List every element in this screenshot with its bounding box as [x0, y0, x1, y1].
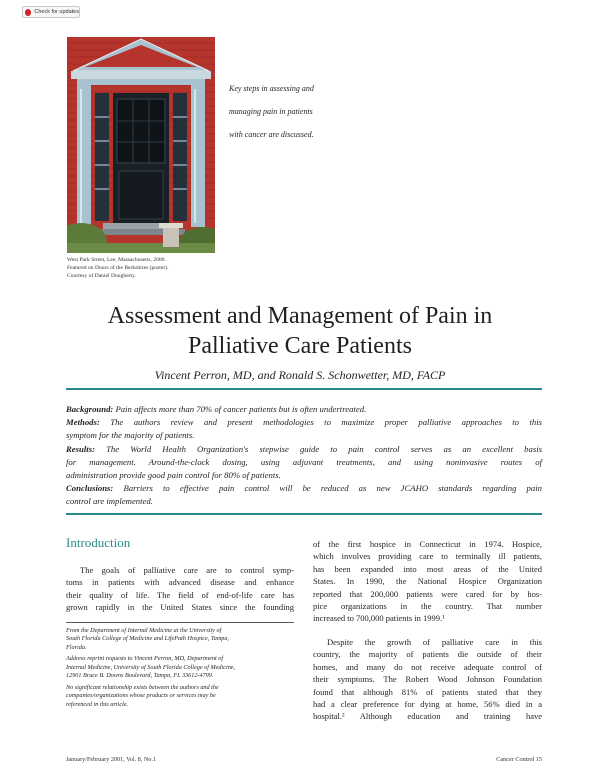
pull-quote-line: Key steps in assessing and	[229, 84, 314, 93]
title-line: Palliative Care Patients	[188, 333, 412, 359]
footnote-line: companies/organizations whose products or services may be	[66, 692, 216, 700]
body-line: country, the majority of patients die outside of their	[313, 649, 542, 660]
footnote-line: From the Department of Internal Medicine at the University of	[66, 627, 222, 634]
body-column-right-para1	[313, 538, 542, 625]
body-line: of the first hospice in Connecticut in 1974. Hospice,	[313, 539, 542, 549]
badge-label: Check for updates	[34, 9, 79, 15]
abstract-bottom-rule	[66, 513, 542, 515]
abstract-top-rule	[66, 388, 542, 390]
body-line: which involves providing care to terminally ill patients,	[313, 551, 542, 562]
body-line: grown rapidly in the United States since the founding	[66, 602, 294, 613]
footnotes	[66, 627, 294, 712]
footnote-line: No significant relationship exists between the authors and the	[66, 683, 219, 691]
crossmark-icon	[25, 9, 31, 16]
abstract-results	[66, 443, 542, 456]
body-line: Despite the growth of palliative care in this	[327, 637, 542, 647]
abstract	[66, 403, 542, 509]
body-line: has been expanded into most areas of the United	[313, 563, 542, 574]
abstract-label: Methods:	[66, 417, 100, 428]
abstract-conclusions-cont: control are implemented.	[66, 496, 153, 507]
body-line: reported that 200,000 patients were cared for by hos-	[313, 588, 542, 599]
body-line: toms in patients with advanced disease and enhance	[66, 577, 294, 588]
abstract-results-cont: administration provide good pain control for 80% of patients.	[66, 470, 281, 481]
abstract-label: Conclusions:	[66, 483, 114, 494]
body-line: had a clear preference for dying at home, 56% died in a	[313, 699, 542, 710]
body-line: found that although 81% of patients stated that they	[313, 686, 542, 697]
caption-line: Featured on Doors of the Berkshires (poster).	[67, 265, 169, 272]
body-column-left	[66, 564, 294, 614]
abstract-results-cont: for management. Around-the-clock dosing, using adjuvant treatments, and using noninvasive routes of	[66, 456, 542, 467]
abstract-text: Barriers to effective pain control will be reduced as new JCAHO standards regarding pain	[123, 483, 542, 494]
body-line: their symptoms. The Robert Wood Johnson Foundation	[313, 674, 542, 685]
footnote-line: referenced in this article.	[66, 700, 129, 708]
pull-quote-line: with cancer are discussed.	[229, 130, 314, 139]
body-line: States. In 1990, the National Hospice Organization	[313, 576, 542, 587]
body-line: homes, and many do not receive adequate control of	[313, 661, 542, 672]
footnote-line: Internal Medicine, University of South Florida College of Medicine,	[66, 663, 236, 671]
footer-issue-info: January/February 2001, Vol. 8, No.1	[66, 756, 157, 763]
abstract-label: Background:	[66, 404, 114, 414]
abstract-background	[66, 403, 542, 416]
pull-quote	[229, 77, 369, 146]
body-column-right-para2	[313, 636, 542, 723]
abstract-methods-cont: symptom for the majority of patients.	[66, 430, 195, 441]
photo-caption	[67, 256, 242, 281]
body-line: their quality of life. The field of end-of-life care has	[66, 589, 294, 600]
section-heading-introduction: Introduction	[66, 535, 131, 550]
body-line: hospital.² Although education and training have	[313, 711, 542, 722]
footnote-line: South Florida College of Medicine and LifePath Hospice, Tampa,	[66, 635, 230, 643]
abstract-text: The authors review and present methodologies to maximize proper palliative approaches to this	[110, 417, 542, 428]
abstract-methods	[66, 416, 542, 429]
footnote-disclosure	[66, 684, 294, 709]
check-for-updates-badge[interactable]	[22, 6, 80, 18]
abstract-conclusions	[66, 482, 542, 495]
author-byline: Vincent Perron, MD, and Ronald S. Schonwetter, MD, FACP	[154, 368, 446, 382]
abstract-text: Pain affects more than 70% of cancer patients but is often undertreated.	[115, 404, 367, 414]
title-line: Assessment and Management of Pain in	[107, 303, 493, 329]
body-line: pice organizations in the country. That number	[313, 601, 542, 612]
body-line: The goals of palliative care are to control symp-	[80, 565, 294, 575]
abstract-label: Results:	[66, 443, 95, 454]
footnote-line: Florida.	[66, 643, 87, 651]
footer-page-number: Cancer Control 15	[496, 756, 542, 763]
footnote-line: 12901 Bruce B. Downs Boulevard, Tampa, FL 33612-4799.	[66, 672, 214, 680]
doorway-photo	[67, 37, 215, 253]
footnote-reprints	[66, 655, 294, 680]
footnote-rule	[66, 622, 294, 623]
abstract-text: The World Health Organization's stepwise guide to pain control serves as an excellent basis	[106, 443, 543, 454]
caption-line: Courtesy of Daniel Dougherty.	[67, 273, 136, 280]
footnote-line: Address reprint requests to Vincent Perron, MD, Department of	[66, 655, 224, 663]
pull-quote-line: managing pain in patients	[229, 107, 313, 116]
body-line: increased to 700,000 patients in 1999.¹	[313, 613, 445, 624]
caption-line: West Park Street, Lee, Massachusetts, 2000.	[67, 257, 166, 263]
article-title	[60, 301, 540, 361]
footnote-affiliation	[66, 627, 294, 652]
